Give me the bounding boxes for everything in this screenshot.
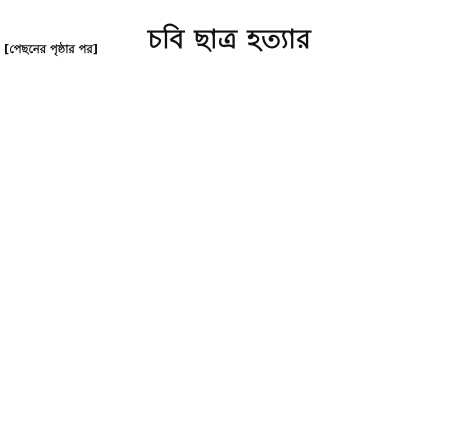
previous-text-fragment xyxy=(0,0,459,6)
article-body xyxy=(4,42,454,444)
article-paragraph xyxy=(4,42,454,57)
continued-from-label: [পেছনের পৃষ্ঠার পর] xyxy=(4,42,98,56)
headline: চবি ছাত্র হত্যার xyxy=(147,25,312,56)
